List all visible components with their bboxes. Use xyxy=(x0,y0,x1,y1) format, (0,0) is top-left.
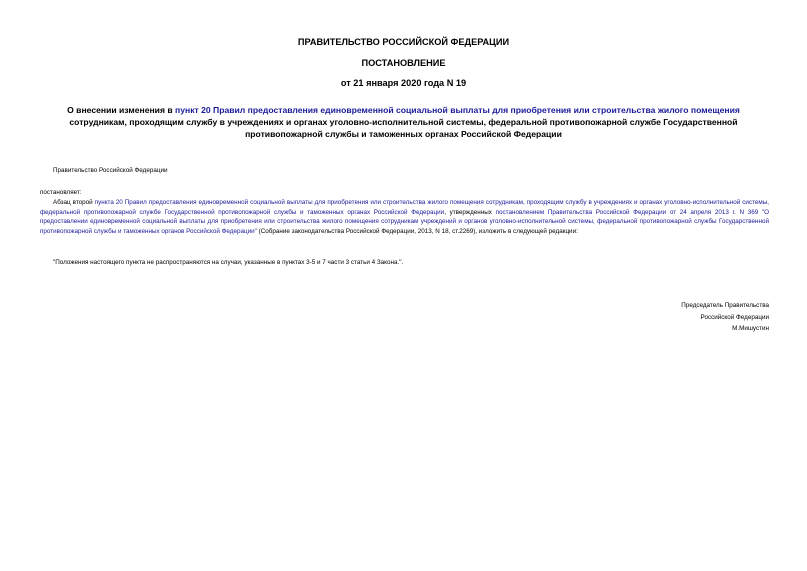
amendment-paragraph xyxy=(40,198,769,236)
new-wording-quote: "Положения настоящего пункта не распространяются на случаи, указанные в пунктах 3-5 и 7 части 3 статьи 4 Закона.". xyxy=(53,259,404,266)
intro-text: Правительство Российской Федерации xyxy=(53,167,168,174)
title-rules-link[interactable]: пункт 20 Правил предоставления единовременной социальной выплаты для приобретения или строительства жилого помещения xyxy=(175,105,740,115)
issuer-heading: ПРАВИТЕЛЬСТВО РОССИЙСКОЙ ФЕДЕРАЦИИ xyxy=(297,37,510,47)
signature-name: М.Мишустин xyxy=(732,325,769,332)
date-number-heading: от 21 января 2020 года N 19 xyxy=(340,78,467,88)
para-mid: , утвержденных xyxy=(444,208,496,216)
decree-text: постановляет: xyxy=(40,189,82,196)
document-title xyxy=(40,104,767,140)
title-prefix: О внесении изменения в xyxy=(67,105,176,115)
resolution-369-link[interactable]: постановлением Правительства Российской Федерации от 24 апреля 2013 г. N 369 "О предоставлении единовременной социальной выплаты для приобретения или строительства жилого помещения сотрудникам учреждений и органов уголовно-исполнительной системы, федеральной противопожарной службы Государственной противопожарной службы и таможенных органов Российской Федерации" xyxy=(40,208,770,235)
signature-position-line1: Председатель Правительства xyxy=(681,302,769,309)
rules-item-20-link[interactable]: пункта 20 Правил предоставления единовременной социальной выплаты для приобретения или строительства жилого помещения сотрудникам, проходящим службу в учреждениях и органах уголовно-исполнительной системы, федеральной противопожарной службе Государственной противопожарной службы и таможенных органах Российской Федерации xyxy=(40,199,769,216)
para-suffix: (Собрание законодательства Российской Федерации, 2013, N 18, ст.2269), изложить в следующей редакции: xyxy=(256,227,578,235)
para-prefix: Абзац второй xyxy=(53,199,95,206)
signature-position-line2: Российской Федерации xyxy=(700,313,769,321)
title-suffix: сотрудникам, проходящим службу в учреждениях и органах уголовно-исполнительной системы, федеральной противопожарной службе Государственной противопожарной службы и таможенных органах Российской Федерации xyxy=(69,117,738,139)
document-type-heading: ПОСТАНОВЛЕНИЕ xyxy=(361,58,446,68)
signature-block xyxy=(681,300,769,335)
